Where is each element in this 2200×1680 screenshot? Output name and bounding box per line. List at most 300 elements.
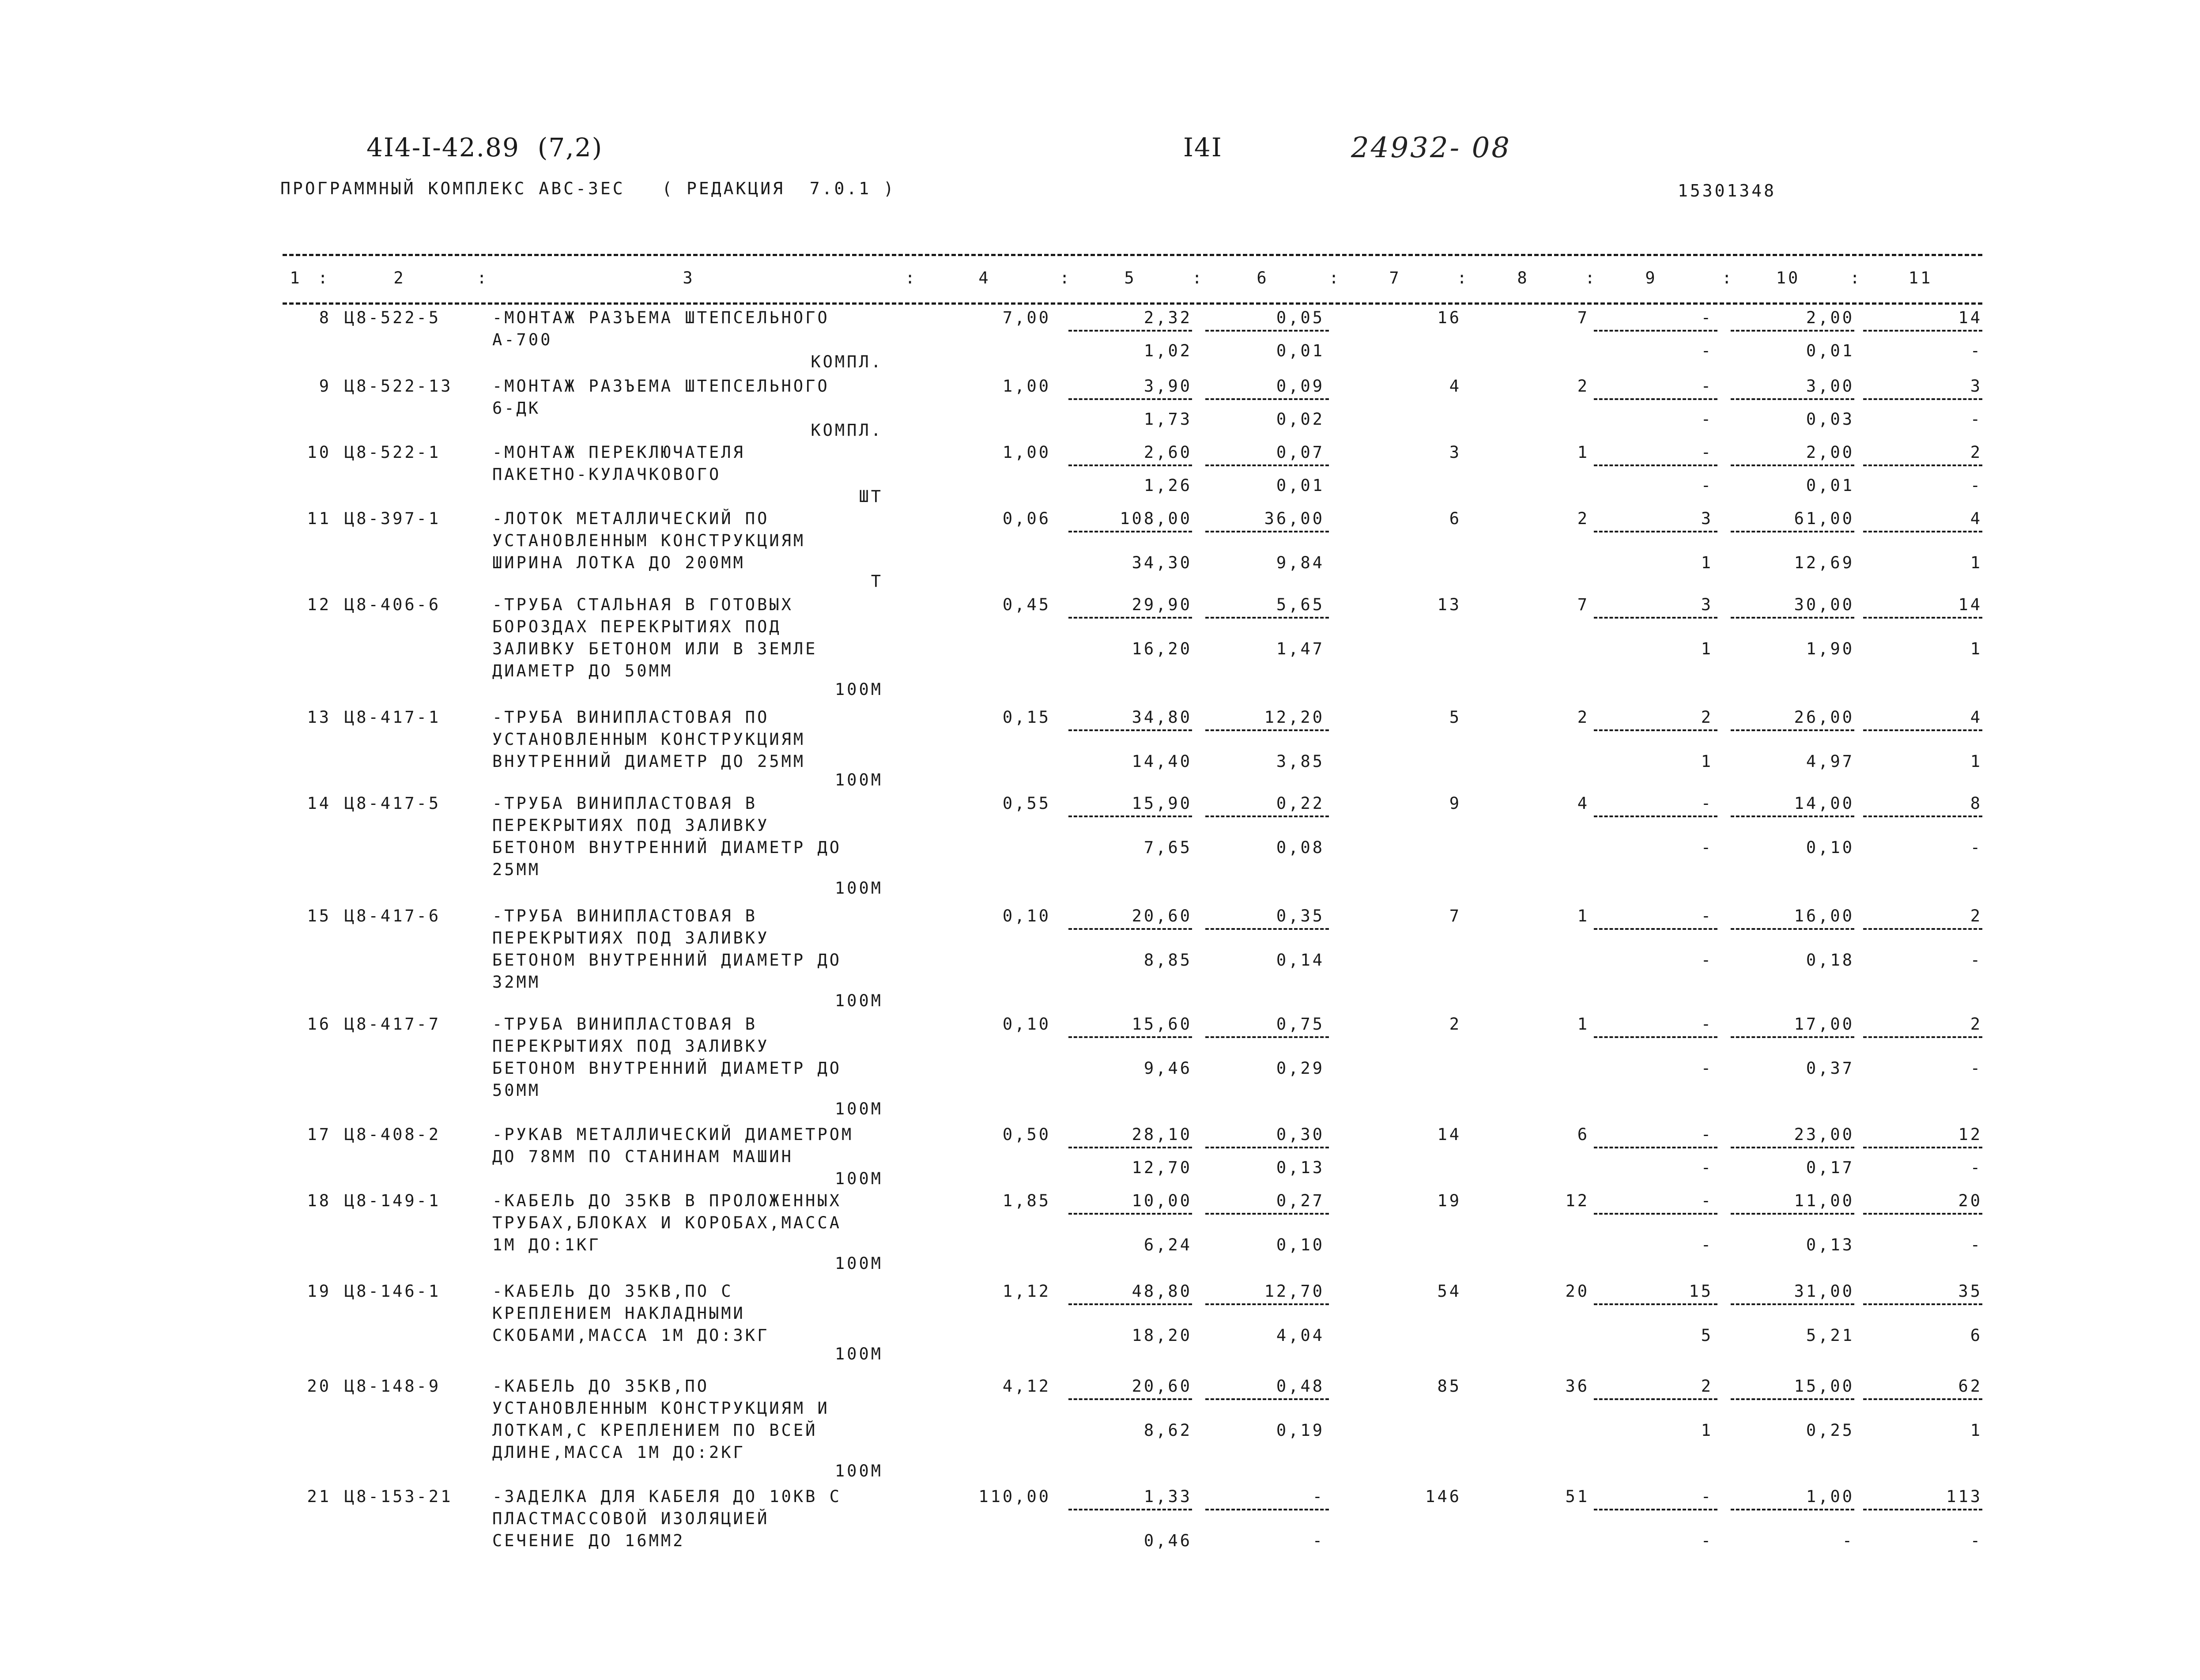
col6-value: 0,75: [1276, 1015, 1325, 1034]
quantity: 4,12: [1002, 1377, 1051, 1396]
col11-subvalue: -: [1970, 951, 1982, 970]
col6-divider: [1205, 617, 1329, 619]
unit-of-measure: КОМПЛ.: [811, 421, 883, 440]
work-description-line: СЕЧЕНИЕ ДО 16ММ2: [492, 1531, 685, 1550]
col9-value: 3: [1701, 509, 1713, 528]
col10-divider: [1731, 617, 1854, 619]
quantity: 0,06: [1002, 509, 1051, 528]
col6-value: 0,48: [1276, 1377, 1325, 1396]
col9-divider: [1594, 330, 1717, 332]
work-description-line: ТРУБАХ,БЛОКАХ И КОРОБАХ,МАССА: [492, 1213, 842, 1232]
col9-value: 2: [1701, 1377, 1713, 1396]
col5-value: 2,60: [1143, 443, 1192, 462]
col11-divider: [1863, 1509, 1982, 1510]
col10-divider: [1731, 815, 1854, 817]
col6-value: 0,09: [1276, 377, 1325, 396]
col8-value: 2: [1577, 509, 1589, 528]
quantity: 7,00: [1002, 308, 1051, 327]
col11-value: 12: [1958, 1125, 1982, 1144]
unit-of-measure: 100М: [834, 991, 883, 1010]
rate-code: Ц8-406-6: [344, 595, 441, 614]
col11-divider: [1863, 815, 1982, 817]
row-number: 14: [307, 794, 331, 813]
col9-subvalue: -: [1701, 476, 1713, 495]
col5-divider: [1068, 1036, 1192, 1038]
col10-subvalue: 0,37: [1806, 1059, 1854, 1078]
col10-subvalue: 0,18: [1806, 951, 1854, 970]
col5-value: 20,60: [1132, 1377, 1192, 1396]
quantity: 0,10: [1002, 1015, 1051, 1034]
work-description-line: -МОНТАЖ РАЗЪЕМА ШТЕПСЕЛЬНОГО: [492, 308, 830, 327]
col7-value: 13: [1437, 595, 1461, 614]
col5-subvalue: 34,30: [1132, 553, 1192, 572]
work-description-line: ПЕРЕКРЫТИЯХ ПОД ЗАЛИВКУ: [492, 1037, 770, 1056]
col5-value: 108,00: [1120, 509, 1192, 528]
col10-subvalue: 5,21: [1806, 1326, 1854, 1345]
col6-value: 36,00: [1264, 509, 1325, 528]
col11-value: 62: [1958, 1377, 1982, 1396]
col10-subvalue: 12,69: [1794, 553, 1854, 572]
col11-subvalue: 1: [1970, 553, 1982, 572]
col6-subvalue: 9,84: [1276, 553, 1325, 572]
col8-value: 1: [1577, 443, 1589, 462]
col6-divider: [1205, 531, 1329, 532]
work-description-line: ЗАЛИВКУ БЕТОНОМ ИЛИ В ЗЕМЛЕ: [492, 639, 818, 658]
col5-subvalue: 16,20: [1132, 639, 1192, 658]
rate-code: Ц8-397-1: [344, 509, 441, 528]
rate-code: Ц8-417-6: [344, 906, 441, 925]
page-number: I4I: [1183, 132, 1223, 162]
col11-value: 4: [1970, 509, 1982, 528]
col5-value: 2,32: [1143, 308, 1192, 327]
col5-value: 1,33: [1143, 1487, 1192, 1506]
col7-value: 6: [1449, 509, 1461, 528]
col5-subvalue: 6,24: [1143, 1235, 1192, 1254]
col10-subvalue: 0,01: [1806, 476, 1854, 495]
quantity: 1,12: [1002, 1282, 1051, 1301]
col9-divider: [1594, 815, 1717, 817]
unit-of-measure: 100М: [834, 1254, 883, 1273]
col6-subvalue: 3,85: [1276, 752, 1325, 771]
col10-value: 30,00: [1794, 595, 1854, 614]
col5-value: 20,60: [1132, 906, 1192, 925]
col5-divider: [1068, 729, 1192, 731]
col9-subvalue: -: [1701, 1531, 1713, 1550]
work-description-line: ДИАМЕТР ДО 50ММ: [492, 661, 673, 680]
col10-subvalue: 0,10: [1806, 838, 1854, 857]
column-separator: :: [1329, 268, 1341, 287]
col6-subvalue: 0,08: [1276, 838, 1325, 857]
col10-subvalue: 0,25: [1806, 1421, 1854, 1440]
row-number: 8: [319, 308, 331, 327]
col5-subvalue: 14,40: [1132, 752, 1192, 771]
col5-divider: [1068, 928, 1192, 930]
col9-value: -: [1701, 1125, 1713, 1144]
column-header-2: 2: [393, 268, 406, 287]
table-top-rule: [283, 254, 1982, 256]
col11-divider: [1863, 1398, 1982, 1400]
col8-value: 20: [1565, 1282, 1589, 1301]
work-description-line: ПЛАСТМАССОВОЙ ИЗОЛЯЦИЕЙ: [492, 1509, 770, 1528]
col6-value: 0,22: [1276, 794, 1325, 813]
column-header-5: 5: [1124, 268, 1136, 287]
col5-subvalue: 1,26: [1143, 476, 1192, 495]
col8-value: 12: [1565, 1191, 1589, 1210]
column-separator: :: [1192, 268, 1204, 287]
col6-value: 5,65: [1276, 595, 1325, 614]
col10-divider: [1731, 1036, 1854, 1038]
column-separator: :: [905, 268, 917, 287]
work-description-line: 1М ДО:1КГ: [492, 1235, 601, 1254]
unit-of-measure: 100М: [834, 1169, 883, 1188]
col11-divider: [1863, 531, 1982, 532]
column-separator: :: [477, 268, 489, 287]
rate-code: Ц8-148-9: [344, 1377, 441, 1396]
col8-value: 1: [1577, 906, 1589, 925]
col9-subvalue: -: [1701, 1235, 1713, 1254]
col6-subvalue: 0,10: [1276, 1235, 1325, 1254]
rate-code: Ц8-522-13: [344, 377, 453, 396]
unit-of-measure: 100М: [834, 680, 883, 699]
col6-subvalue: 0,01: [1276, 341, 1325, 360]
col5-subvalue: 12,70: [1132, 1158, 1192, 1177]
col10-value: 23,00: [1794, 1125, 1854, 1144]
column-separator: :: [1850, 268, 1862, 287]
work-description-line: УСТАНОВЛЕННЫМ КОНСТРУКЦИЯМ И: [492, 1399, 830, 1418]
unit-of-measure: Т: [871, 572, 883, 591]
rate-code: Ц8-522-1: [344, 443, 441, 462]
col8-value: 36: [1565, 1377, 1589, 1396]
rate-code: Ц8-417-5: [344, 794, 441, 813]
column-header-8: 8: [1517, 268, 1529, 287]
col9-value: -: [1701, 906, 1713, 925]
column-separator: :: [1060, 268, 1072, 287]
col10-value: 17,00: [1794, 1015, 1854, 1034]
col9-value: -: [1701, 1191, 1713, 1210]
col9-value: -: [1701, 1487, 1713, 1506]
col9-divider: [1594, 1213, 1717, 1215]
document-code: 4I4-I-42.89 (7,2): [366, 132, 603, 162]
col5-divider: [1068, 464, 1192, 466]
work-description-line: А-700: [492, 330, 553, 349]
col9-subvalue: -: [1701, 951, 1713, 970]
row-number: 18: [307, 1191, 331, 1210]
col5-value: 48,80: [1132, 1282, 1192, 1301]
col5-value: 3,90: [1143, 377, 1192, 396]
col8-value: 7: [1577, 595, 1589, 614]
col5-divider: [1068, 617, 1192, 619]
col8-value: 4: [1577, 794, 1589, 813]
col11-value: 8: [1970, 794, 1982, 813]
work-description-line: -ТРУБА СТАЛЬНАЯ В ГОТОВЫХ: [492, 595, 793, 614]
col11-divider: [1863, 928, 1982, 930]
col10-value: 31,00: [1794, 1282, 1854, 1301]
col10-divider: [1731, 928, 1854, 930]
col10-subvalue: -: [1842, 1531, 1854, 1550]
row-number: 20: [307, 1377, 331, 1396]
col7-value: 4: [1449, 377, 1461, 396]
row-number: 12: [307, 595, 331, 614]
quantity: 0,15: [1002, 708, 1051, 727]
col10-subvalue: 4,97: [1806, 752, 1854, 771]
col9-subvalue: 1: [1701, 1421, 1713, 1440]
col10-subvalue: 0,17: [1806, 1158, 1854, 1177]
row-number: 13: [307, 708, 331, 727]
col10-divider: [1731, 464, 1854, 466]
col6-value: -: [1312, 1487, 1325, 1506]
col5-subvalue: 1,02: [1143, 341, 1192, 360]
col10-divider: [1731, 398, 1854, 400]
work-description-line: -КАБЕЛЬ ДО 35КВ,ПО С: [492, 1282, 733, 1301]
col11-divider: [1863, 1303, 1982, 1305]
work-description-line: -КАБЕЛЬ ДО 35КВ В ПРОЛОЖЕННЫХ: [492, 1191, 842, 1210]
col10-subvalue: 0,13: [1806, 1235, 1854, 1254]
work-description-line: -ЗАДЕЛКА ДЛЯ КАБЕЛЯ ДО 10КВ С: [492, 1487, 842, 1506]
unit-of-measure: 100М: [834, 770, 883, 789]
col6-subvalue: 0,02: [1276, 410, 1325, 429]
col5-value: 15,90: [1132, 794, 1192, 813]
col9-value: 15: [1689, 1282, 1713, 1301]
row-number: 19: [307, 1282, 331, 1301]
work-description-line: БЕТОНОМ ВНУТРЕННИЙ ДИАМЕТР ДО: [492, 838, 842, 857]
row-number: 11: [307, 509, 331, 528]
col5-divider: [1068, 531, 1192, 532]
col11-subvalue: 6: [1970, 1326, 1982, 1345]
work-description-line: ДЛИНЕ,МАССА 1М ДО:2КГ: [492, 1443, 745, 1462]
row-number: 15: [307, 906, 331, 925]
col11-divider: [1863, 617, 1982, 619]
quantity: 0,10: [1002, 906, 1051, 925]
col10-value: 1,00: [1806, 1487, 1854, 1506]
col9-divider: [1594, 1303, 1717, 1305]
work-description-line: БЕТОНОМ ВНУТРЕННИЙ ДИАМЕТР ДО: [492, 951, 842, 970]
col6-value: 0,05: [1276, 308, 1325, 327]
col11-subvalue: -: [1970, 341, 1982, 360]
row-number: 16: [307, 1015, 331, 1034]
col8-value: 51: [1565, 1487, 1589, 1506]
col7-value: 2: [1449, 1015, 1461, 1034]
work-description-line: -ТРУБА ВИНИПЛАСТОВАЯ В: [492, 906, 758, 925]
col5-value: 15,60: [1132, 1015, 1192, 1034]
code-right: 15301348: [1678, 181, 1777, 200]
quantity: 0,45: [1002, 595, 1051, 614]
col9-subvalue: 1: [1701, 752, 1713, 771]
col11-divider: [1863, 330, 1982, 332]
col5-divider: [1068, 1398, 1192, 1400]
col11-subvalue: -: [1970, 1158, 1982, 1177]
col7-value: 7: [1449, 906, 1461, 925]
col10-value: 61,00: [1794, 509, 1854, 528]
work-description-line: СКОБАМИ,МАССА 1М ДО:3КГ: [492, 1326, 770, 1345]
column-header-4: 4: [978, 268, 991, 287]
unit-of-measure: 100М: [834, 1344, 883, 1363]
work-description-line: КРЕПЛЕНИЕМ НАКЛАДНЫМИ: [492, 1304, 745, 1323]
col5-divider: [1068, 330, 1192, 332]
col5-divider: [1068, 398, 1192, 400]
work-description-line: -РУКАВ МЕТАЛЛИЧЕСКИЙ ДИАМЕТРОМ: [492, 1125, 854, 1144]
work-description-line: -ТРУБА ВИНИПЛАСТОВАЯ В: [492, 1015, 758, 1034]
col10-value: 16,00: [1794, 906, 1854, 925]
col5-divider: [1068, 1303, 1192, 1305]
column-header-3: 3: [683, 268, 695, 287]
work-description-line: ШИРИНА ЛОТКА ДО 200ММ: [492, 553, 745, 572]
row-number: 17: [307, 1125, 331, 1144]
row-number: 9: [319, 377, 331, 396]
col10-subvalue: 1,90: [1806, 639, 1854, 658]
col5-subvalue: 8,85: [1143, 951, 1192, 970]
column-header-7: 7: [1389, 268, 1401, 287]
col9-divider: [1594, 1036, 1717, 1038]
row-number: 21: [307, 1487, 331, 1506]
work-description-line: ПЕРЕКРЫТИЯХ ПОД ЗАЛИВКУ: [492, 816, 770, 835]
col6-divider: [1205, 1213, 1329, 1215]
col11-value: 2: [1970, 906, 1982, 925]
col10-subvalue: 0,01: [1806, 341, 1854, 360]
col11-subvalue: -: [1970, 476, 1982, 495]
work-description-line: УСТАНОВЛЕННЫМ КОНСТРУКЦИЯМ: [492, 531, 806, 550]
col6-divider: [1205, 1398, 1329, 1400]
rate-code: Ц8-417-7: [344, 1015, 441, 1034]
col6-divider: [1205, 815, 1329, 817]
col7-value: 5: [1449, 708, 1461, 727]
rate-code: Ц8-146-1: [344, 1282, 441, 1301]
col11-divider: [1863, 398, 1982, 400]
col6-divider: [1205, 464, 1329, 466]
col5-subvalue: 0,46: [1143, 1531, 1192, 1550]
col5-value: 28,10: [1132, 1125, 1192, 1144]
work-description-line: 25ММ: [492, 860, 541, 879]
col6-value: 0,30: [1276, 1125, 1325, 1144]
col9-divider: [1594, 1509, 1717, 1510]
col6-subvalue: 0,01: [1276, 476, 1325, 495]
col11-subvalue: -: [1970, 1059, 1982, 1078]
col11-divider: [1863, 1036, 1982, 1038]
col11-value: 4: [1970, 708, 1982, 727]
col10-divider: [1731, 1509, 1854, 1510]
col5-subvalue: 8,62: [1143, 1421, 1192, 1440]
col9-subvalue: -: [1701, 1158, 1713, 1177]
col9-value: -: [1701, 1015, 1713, 1034]
work-description-line: 32ММ: [492, 973, 541, 992]
col8-value: 1: [1577, 1015, 1589, 1034]
col6-subvalue: 4,04: [1276, 1326, 1325, 1345]
col9-subvalue: 1: [1701, 553, 1713, 572]
col10-divider: [1731, 729, 1854, 731]
col8-value: 2: [1577, 708, 1589, 727]
work-description-line: -МОНТАЖ ПЕРЕКЛЮЧАТЕЛЯ: [492, 443, 745, 462]
col9-value: -: [1701, 377, 1713, 396]
col11-value: 20: [1958, 1191, 1982, 1210]
col6-divider: [1205, 1303, 1329, 1305]
col11-subvalue: -: [1970, 838, 1982, 857]
work-description-line: -ТРУБА ВИНИПЛАСТОВАЯ ПО: [492, 708, 770, 727]
col11-subvalue: 1: [1970, 752, 1982, 771]
work-description-line: ВНУТРЕННИЙ ДИАМЕТР ДО 25ММ: [492, 752, 806, 771]
col10-value: 2,00: [1806, 443, 1854, 462]
col6-value: 12,70: [1264, 1282, 1325, 1301]
work-description-line: ЛОТКАМ,С КРЕПЛЕНИЕМ ПО ВСЕЙ: [492, 1421, 818, 1440]
col10-value: 14,00: [1794, 794, 1854, 813]
work-description-line: БОРОЗДАХ ПЕРЕКРЫТИЯХ ПОД: [492, 617, 781, 636]
col11-value: 14: [1958, 595, 1982, 614]
col6-value: 0,07: [1276, 443, 1325, 462]
col9-divider: [1594, 928, 1717, 930]
col11-subvalue: -: [1970, 1235, 1982, 1254]
col6-value: 0,27: [1276, 1191, 1325, 1210]
work-description-line: -МОНТАЖ РАЗЪЕМА ШТЕПСЕЛЬНОГО: [492, 377, 830, 396]
col11-divider: [1863, 729, 1982, 731]
col7-value: 54: [1437, 1282, 1461, 1301]
row-number: 10: [307, 443, 331, 462]
col9-subvalue: 5: [1701, 1326, 1713, 1345]
column-separator: :: [1457, 268, 1469, 287]
col7-value: 146: [1425, 1487, 1461, 1506]
col6-divider: [1205, 1509, 1329, 1510]
col5-subvalue: 18,20: [1132, 1326, 1192, 1345]
col10-value: 3,00: [1806, 377, 1854, 396]
rate-code: Ц8-408-2: [344, 1125, 441, 1144]
rate-code: Ц8-153-21: [344, 1487, 453, 1506]
column-separator: :: [318, 268, 330, 287]
work-description-line: УСТАНОВЛЕННЫМ КОНСТРУКЦИЯМ: [492, 730, 806, 749]
col5-subvalue: 1,73: [1143, 410, 1192, 429]
col9-value: -: [1701, 443, 1713, 462]
quantity: 1,00: [1002, 377, 1051, 396]
col7-value: 9: [1449, 794, 1461, 813]
col10-value: 11,00: [1794, 1191, 1854, 1210]
work-description-line: ПАКЕТНО-КУЛАЧКОВОГО: [492, 465, 721, 484]
col11-value: 14: [1958, 308, 1982, 327]
col9-subvalue: -: [1701, 410, 1713, 429]
column-separator: :: [1585, 268, 1597, 287]
col10-value: 15,00: [1794, 1377, 1854, 1396]
col7-value: 19: [1437, 1191, 1461, 1210]
col6-divider: [1205, 1147, 1329, 1148]
quantity: 1,00: [1002, 443, 1051, 462]
col6-subvalue: 0,14: [1276, 951, 1325, 970]
col9-divider: [1594, 1147, 1717, 1148]
column-header-6: 6: [1257, 268, 1269, 287]
column-header-1: 1: [290, 268, 302, 287]
col9-value: -: [1701, 308, 1713, 327]
col11-subvalue: -: [1970, 410, 1982, 429]
quantity: 0,50: [1002, 1125, 1051, 1144]
col6-subvalue: 0,13: [1276, 1158, 1325, 1177]
column-separator: :: [1722, 268, 1734, 287]
col5-value: 10,00: [1132, 1191, 1192, 1210]
col5-subvalue: 9,46: [1143, 1059, 1192, 1078]
col9-divider: [1594, 531, 1717, 532]
rate-code: Ц8-417-1: [344, 708, 441, 727]
work-description-line: -ЛОТОК МЕТАЛЛИЧЕСКИЙ ПО: [492, 509, 770, 528]
col6-value: 0,35: [1276, 906, 1325, 925]
col6-divider: [1205, 729, 1329, 731]
unit-of-measure: КОМПЛ.: [811, 352, 883, 371]
col5-divider: [1068, 1213, 1192, 1215]
table-header-rule: [283, 302, 1982, 305]
unit-of-measure: ШТ: [859, 487, 883, 506]
col10-divider: [1731, 330, 1854, 332]
col9-value: 3: [1701, 595, 1713, 614]
work-description-line: -КАБЕЛЬ ДО 35КВ,ПО: [492, 1377, 709, 1396]
col11-value: 113: [1946, 1487, 1982, 1506]
col7-value: 85: [1437, 1377, 1461, 1396]
col9-subvalue: -: [1701, 341, 1713, 360]
col11-value: 3: [1970, 377, 1982, 396]
col5-value: 34,80: [1132, 708, 1192, 727]
work-description-line: ДО 78ММ ПО СТАНИНАМ МАШИН: [492, 1147, 793, 1166]
col9-subvalue: -: [1701, 838, 1713, 857]
